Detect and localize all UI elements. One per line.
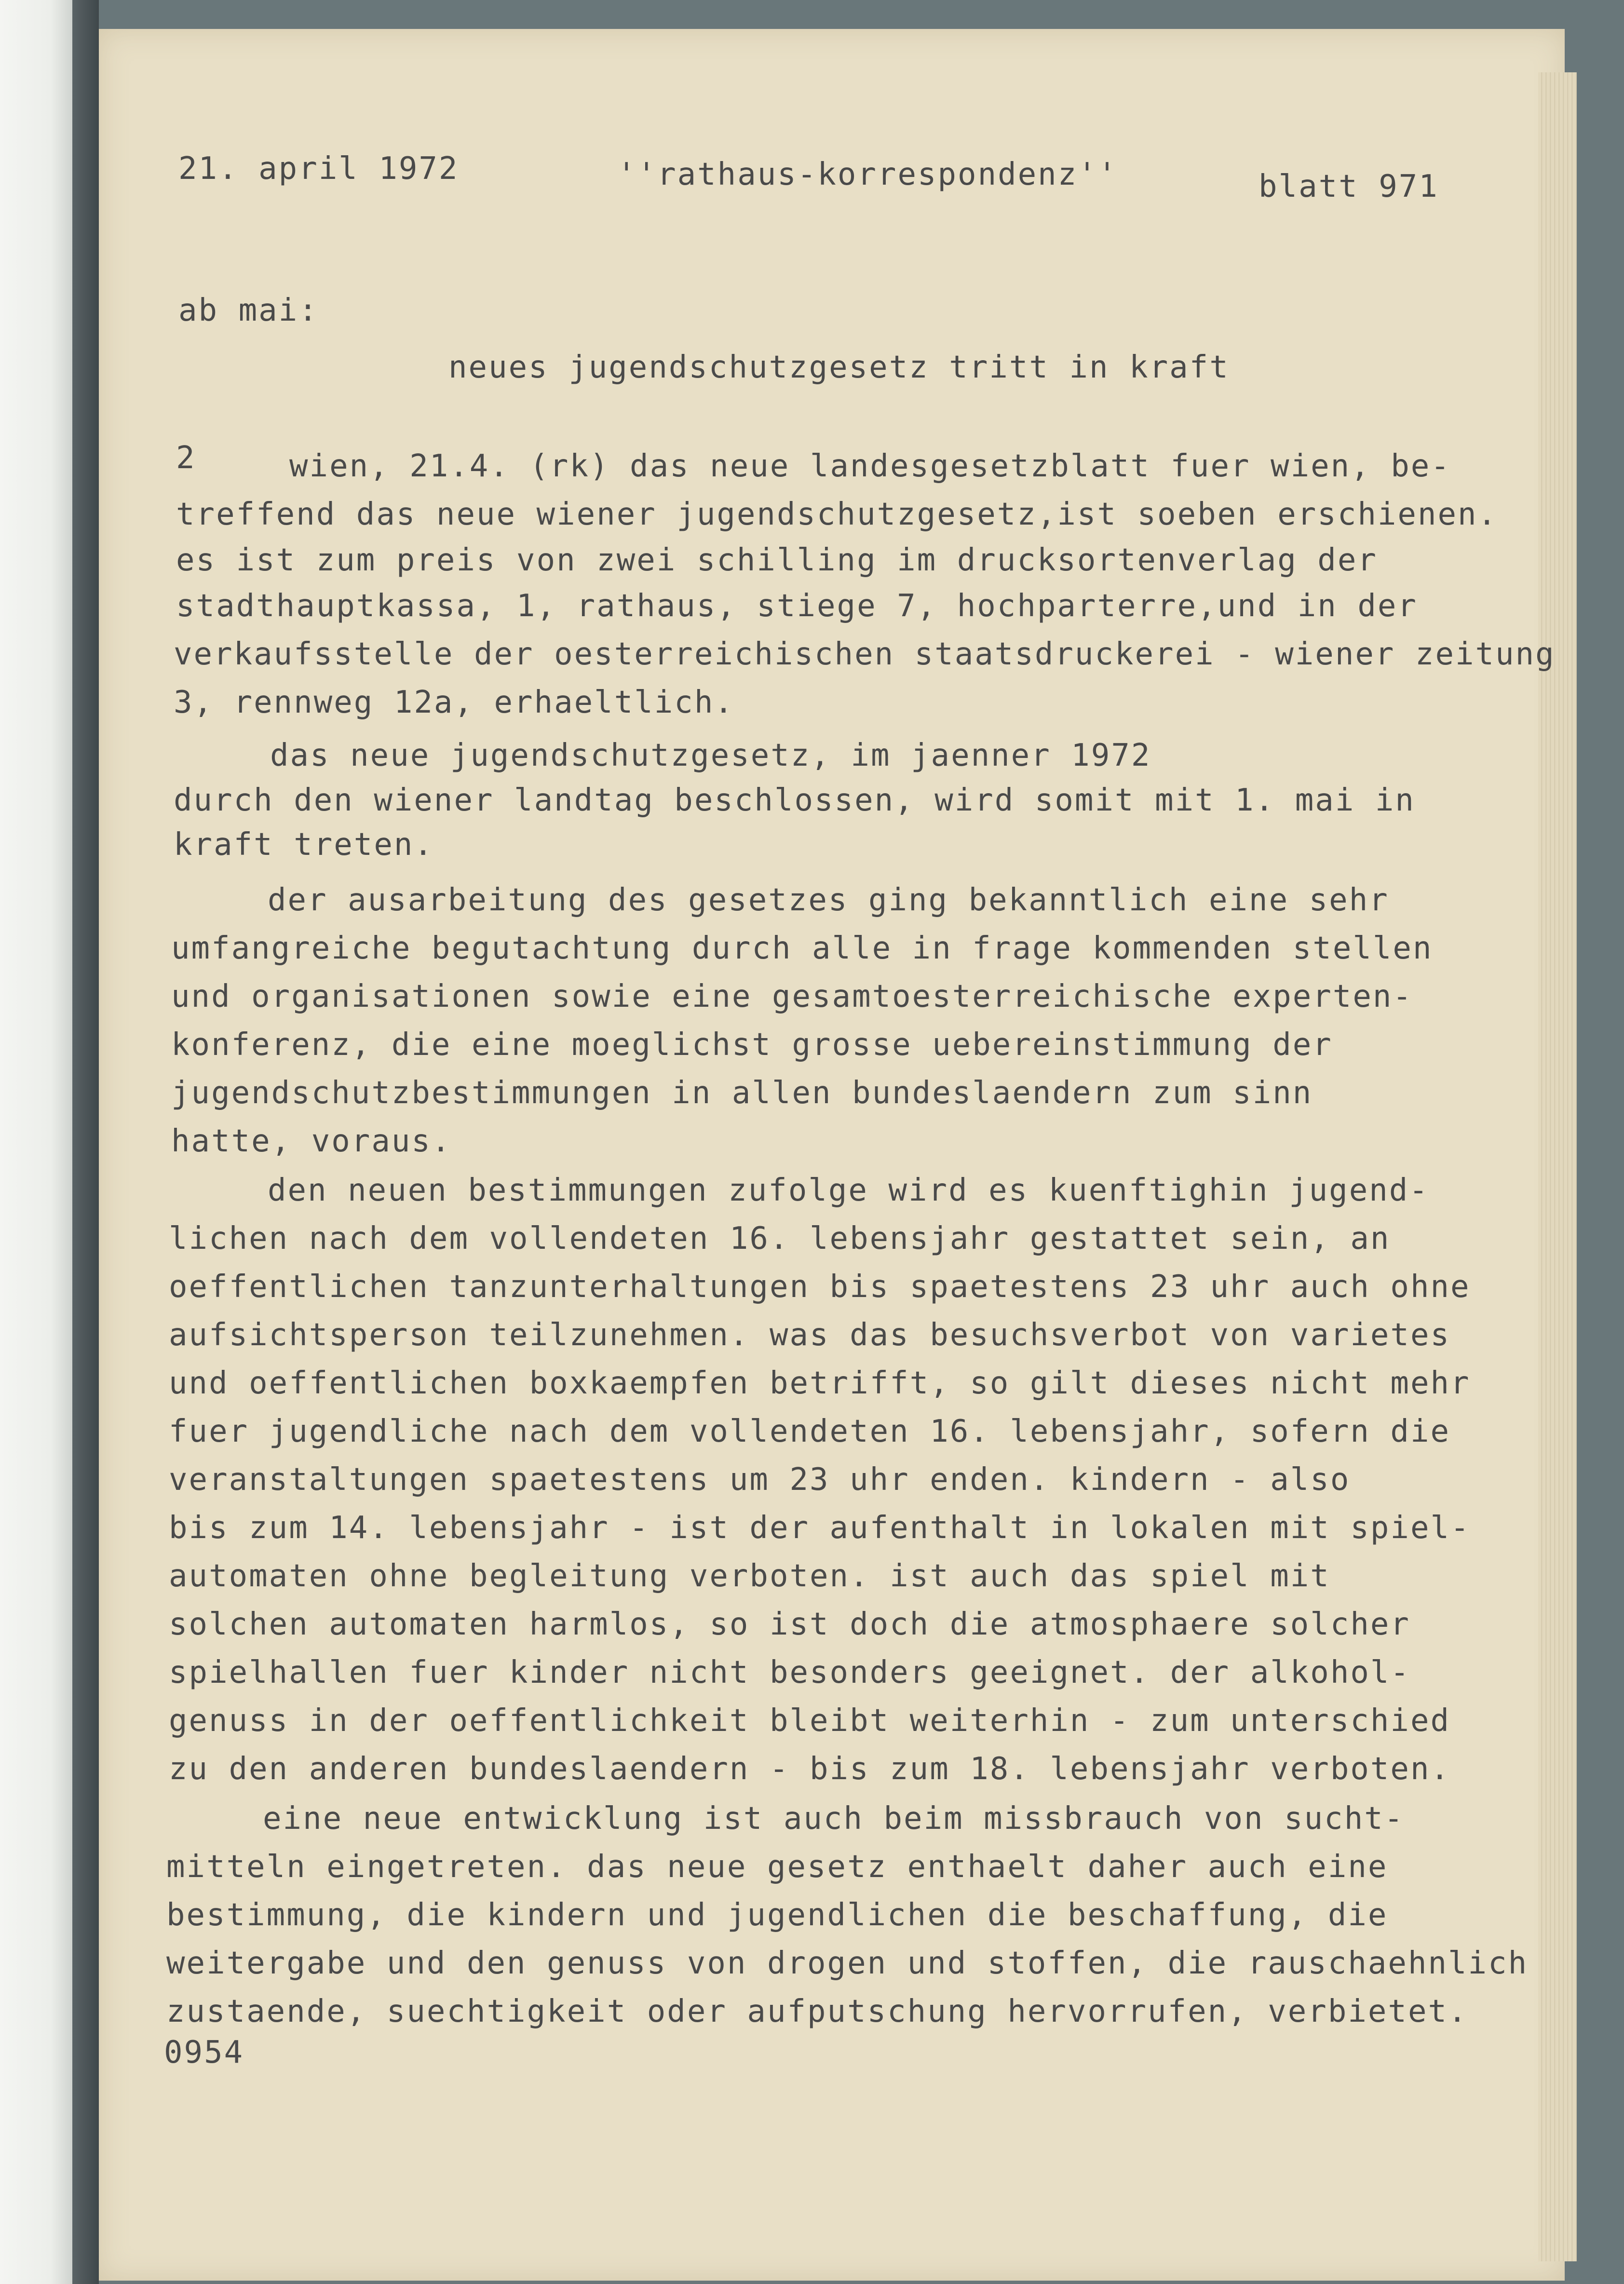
header-publication: ''rathaus-korrespondenz'' xyxy=(617,157,1118,192)
body-line: konferenz, die eine moeglichst grosse uebereinstimmung der xyxy=(171,1027,1333,1063)
body-line: wien, 21.4. (rk) das neue landesgesetzblatt fuer wien, be- xyxy=(289,448,1451,484)
body-line: solchen automaten harmlos, so ist doch die atmosphaere solcher xyxy=(169,1607,1410,1642)
body-line: es ist zum preis von zwei schilling im drucksortenverlag der xyxy=(176,542,1378,578)
footer-code: 0954 xyxy=(164,2035,244,2070)
body-line: durch den wiener landtag beschlossen, wird somit mit 1. mai in xyxy=(174,783,1415,818)
body-line: fuer jugendliche nach dem vollendeten 16. lebensjahr, sofern die xyxy=(169,1414,1450,1449)
headline: neues jugendschutzgesetz tritt in kraft xyxy=(448,350,1230,385)
body-line: genuss in der oeffentlichkeit bleibt weiterhin - zum unterschied xyxy=(169,1703,1450,1739)
body-line: verkaufsstelle der oesterreichischen staatsdruckerei - wiener zeitung xyxy=(174,636,1556,672)
body-line: automaten ohne begleitung verboten. ist auch das spiel mit xyxy=(169,1558,1330,1594)
header-date: 21. april 1972 xyxy=(178,151,459,187)
body-line: 3, rennweg 12a, erhaeltlich. xyxy=(174,685,734,720)
body-line: jugendschutzbestimmungen in allen bundeslaendern zum sinn xyxy=(171,1075,1313,1111)
body-line: hatte, voraus. xyxy=(171,1123,452,1159)
body-line: das neue jugendschutzgesetz, im jaenner 1972 xyxy=(270,738,1151,773)
body-line: und organisationen sowie eine gesamtoesterreichische experten- xyxy=(171,979,1413,1014)
body-line: bis zum 14. lebensjahr - ist der aufenthalt in lokalen mit spiel- xyxy=(169,1510,1471,1546)
body-line: stadthauptkassa, 1, rathaus, stiege 7, hochparterre,und in der xyxy=(176,588,1418,624)
body-line: treffend das neue wiener jugendschutzgesetz,ist soeben erschienen. xyxy=(176,497,1498,532)
body-line: bestimmung, die kindern und jugendlichen die beschaffung, die xyxy=(166,1897,1388,1933)
kicker: ab mai: xyxy=(178,293,319,328)
body-line: weitergabe und den genuss von drogen und stoffen, die rauschaehnlich xyxy=(166,1946,1529,1981)
body-line: lichen nach dem vollendeten 16. lebensjahr gestattet sein, an xyxy=(169,1221,1391,1257)
body-line: den neuen bestimmungen zufolge wird es kuenftighin jugend- xyxy=(268,1173,1429,1208)
body-line: mitteln eingetreten. das neue gesetz enthaelt daher auch eine xyxy=(166,1849,1388,1885)
header-sheet-number: blatt 971 xyxy=(1259,169,1439,204)
body-line: und oeffentlichen boxkaempfen betrifft, so gilt dieses nicht mehr xyxy=(169,1365,1471,1401)
body-line: kraft treten. xyxy=(174,827,434,863)
body-line: zu den anderen bundeslaendern - bis zum 18. lebensjahr verboten. xyxy=(169,1751,1450,1787)
body-line: zustaende, suechtigkeit oder aufputschung hervorrufen, verbietet. xyxy=(166,1994,1468,2029)
item-number: 2 xyxy=(176,440,196,476)
body-line: veranstaltungen spaetestens um 23 uhr enden. kindern - also xyxy=(169,1462,1351,1498)
body-line: der ausarbeitung des gesetzes ging bekanntlich eine sehr xyxy=(268,882,1389,918)
body-line: eine neue entwicklung ist auch beim missbrauch von sucht- xyxy=(263,1801,1405,1837)
body-line: aufsichtsperson teilzunehmen. was das besuchsverbot von varietes xyxy=(169,1317,1450,1353)
body-line: spielhallen fuer kinder nicht besonders geeignet. der alkohol- xyxy=(169,1655,1410,1690)
body-line: oeffentlichen tanzunterhaltungen bis spaetestens 23 uhr auch ohne xyxy=(169,1269,1471,1305)
body-line: umfangreiche begutachtung durch alle in frage kommenden stellen xyxy=(171,931,1433,966)
